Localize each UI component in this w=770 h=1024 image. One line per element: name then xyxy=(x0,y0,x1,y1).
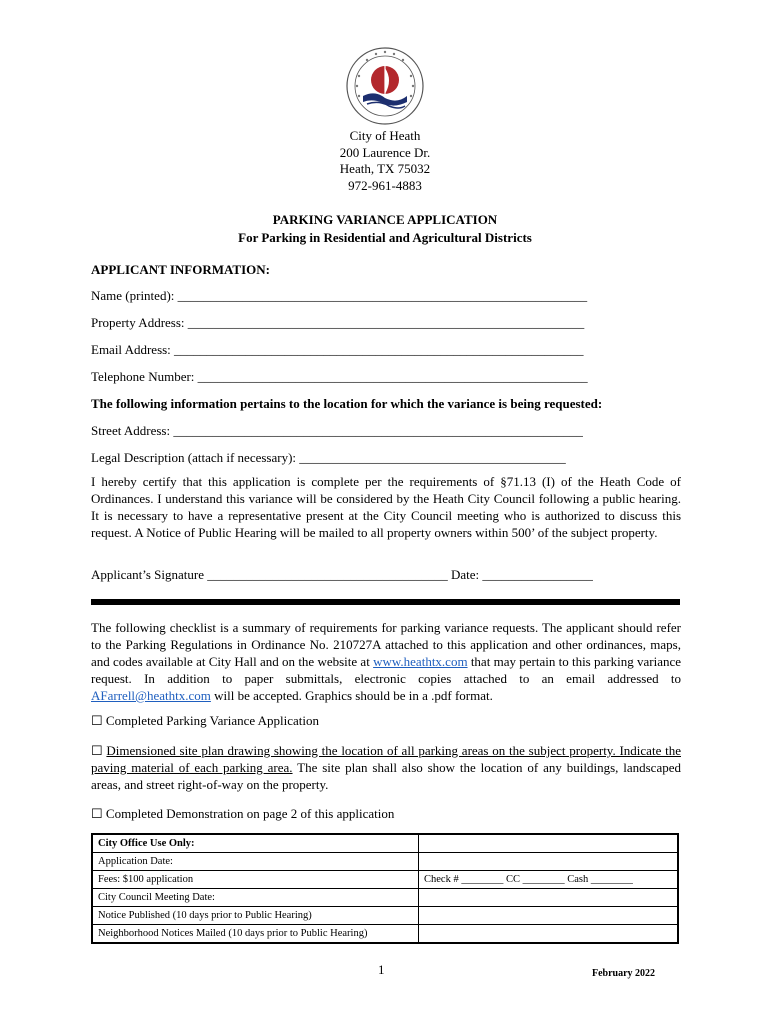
certification-paragraph: I hereby certify that this application is complete per the requirements of §71.13 (I) of the Heath Code of Ordinances. I understand this variance will be considered by the Heath City Council following a public hearing. It is necessary to have a representative present at the City Council meeting who is authorized to discuss this request. A Notice of Public Hearing will be mailed to all property owners within 500’ of the subject property. xyxy=(91,474,681,540)
payment-method-field[interactable]: Check # ________ CC ________ Cash ________ xyxy=(419,871,679,889)
intro-text: that may pertain to this parking variance request. In addition to paper submittals, electronic copies attached to an email addressed to xyxy=(91,654,681,686)
name-field[interactable]: Name (printed): _______________________________________________________________ xyxy=(91,288,588,303)
site-plan-requirement: Dimensioned site plan drawing showing the location of all parking areas on the subject property. Indicate the paving material of each parking area. xyxy=(91,743,681,775)
address-line: 200 Laurence Dr. xyxy=(339,144,431,160)
city-address xyxy=(0,128,770,194)
checklist-item-application[interactable]: ☐ Completed Parking Variance Application xyxy=(91,713,320,728)
document-title xyxy=(0,211,770,247)
neighborhood-notices-label: Neighborhood Notices Mailed (10 days prior to Public Hearing) xyxy=(92,925,419,944)
legal-description-field[interactable]: Legal Description (attach if necessary): _________________________________________ xyxy=(91,450,566,465)
section-divider xyxy=(91,599,680,605)
office-use-table xyxy=(91,833,679,944)
table-row xyxy=(92,907,678,925)
intro-text: The following checklist is a summary of requirements for parking variance requests. The applicant should refer to the Parking Regulations in Ordinance No. 210727A attached to this application and other ordinances, maps, and codes available at City Hall and on the website at xyxy=(91,620,681,669)
address-line: Heath, TX 75032 xyxy=(339,161,431,176)
email-link[interactable]: AFarrell@heathtx.com xyxy=(91,688,211,703)
fees-label: Fees: $100 application xyxy=(92,871,419,889)
applicant-heading: APPLICANT INFORMATION: xyxy=(91,262,270,277)
revision-date: February 2022 xyxy=(592,968,656,979)
table-row xyxy=(92,834,678,853)
notice-published-label: Notice Published (10 days prior to Public Hearing) xyxy=(92,907,419,925)
address-phone: 972-961-4883 xyxy=(348,177,422,193)
street-address-field[interactable]: Street Address: _______________________________________________________________ xyxy=(91,423,583,438)
checkbox[interactable]: ☐ xyxy=(91,743,107,758)
council-meeting-value[interactable] xyxy=(419,889,679,907)
location-heading: The following information pertains to the location for which the variance is being requested: xyxy=(91,396,603,411)
site-plan-details: The site plan shall also show the location of any buildings, landscaped areas, and street right-of-way on the property. xyxy=(91,760,681,792)
table-row xyxy=(92,925,678,944)
email-field[interactable]: Email Address: _______________________________________________________________ xyxy=(91,342,584,357)
page-number: 1 xyxy=(378,962,385,977)
application-date-value[interactable] xyxy=(419,853,679,871)
title-main: PARKING VARIANCE APPLICATION xyxy=(272,212,498,227)
telephone-field[interactable]: Telephone Number: ____________________________________________________________ xyxy=(91,369,588,384)
council-meeting-label: City Council Meeting Date: xyxy=(92,889,419,907)
title-sub: For Parking in Residential and Agricultural Districts xyxy=(238,230,532,245)
table-row xyxy=(92,871,678,889)
application-date-label: Application Date: xyxy=(92,853,419,871)
city-seal-icon xyxy=(345,46,425,126)
neighborhood-notices-value[interactable] xyxy=(419,925,679,944)
property-address-field[interactable]: Property Address: _____________________________________________________________ xyxy=(91,315,585,330)
table-cell xyxy=(419,834,679,853)
address-line: City of Heath xyxy=(349,128,421,143)
website-link[interactable]: www.heathtx.com xyxy=(373,654,468,669)
checklist-intro xyxy=(91,619,681,704)
notice-published-value[interactable] xyxy=(419,907,679,925)
table-row xyxy=(92,853,678,871)
office-heading: City Office Use Only: xyxy=(92,834,419,853)
checklist-item-site-plan[interactable] xyxy=(91,742,681,793)
checklist-item-demonstration[interactable]: ☐ Completed Demonstration on page 2 of this application xyxy=(91,806,395,821)
signature-line[interactable]: Applicant’s Signature _____________________________________ Date: _________________ xyxy=(91,567,593,582)
table-row xyxy=(92,889,678,907)
city-seal xyxy=(345,46,425,126)
intro-text: will be accepted. Graphics should be in a .pdf format. xyxy=(210,688,493,703)
